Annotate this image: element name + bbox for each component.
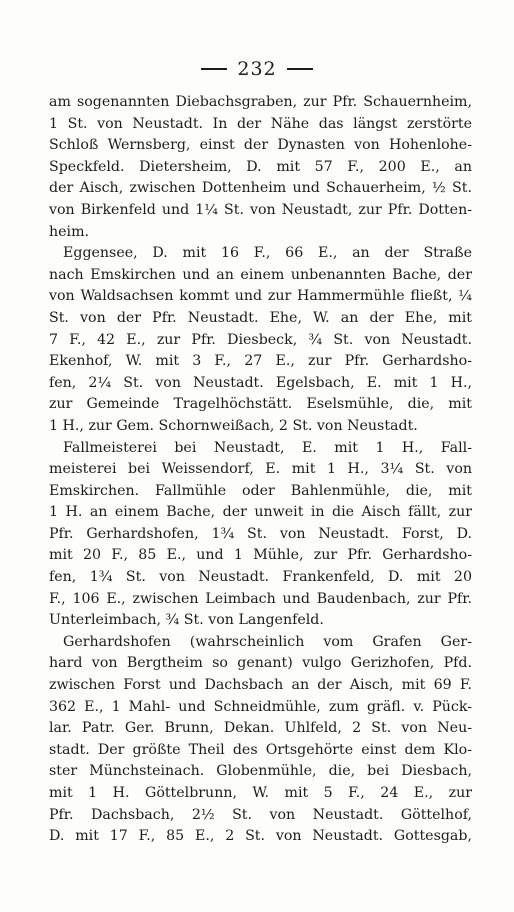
- text-line: ster Münchsteinach. Globenmühle, die, bei Diesbach,: [49, 763, 472, 780]
- text-line: stadt. Der größte Theil des Ortsgehörte einst dem Klo-: [49, 741, 472, 758]
- text-line: Speckfeld. Dietersheim, D. mit 57 F., 200 E., an: [49, 158, 472, 175]
- page-header: [0, 58, 514, 80]
- body-text: [49, 92, 472, 848]
- text-line: der Aisch, zwischen Dottenheim und Schauerheim, ½ St.: [49, 180, 472, 197]
- page-number: 232: [237, 58, 277, 80]
- text-line: zur Gemeinde Tragelhöchstätt. Eselsmühle, die, mit: [49, 396, 472, 413]
- text-line: Fallmeisterei bei Neustadt, E. mit 1 H., Fall-: [63, 439, 472, 456]
- text-line: F., 106 E., zwischen Leimbach und Baudenbach, zur Pfr.: [49, 590, 472, 607]
- text-line: Gerhardshofen (wahrscheinlich vom Grafen Ger-: [63, 633, 472, 650]
- text-line: fen, 2¼ St. von Neustadt. Egelsbach, E. mit 1 H.,: [49, 374, 472, 391]
- text-line: Emskirchen. Fallmühle oder Bahlenmühle, die, mit: [49, 482, 472, 499]
- text-line: Pfr. Dachsbach, 2½ St. von Neustadt. Göttelhof,: [49, 806, 472, 823]
- text-line: mit 20 F., 85 E., und 1 Mühle, zur Pfr. Gerhardsho-: [49, 547, 472, 564]
- text-line: am sogenannten Diebachsgraben, zur Pfr. Schauernheim,: [49, 94, 472, 110]
- text-line: 7 F., 42 E., zur Pfr. Diesbeck, ¾ St. von Neustadt.: [49, 331, 472, 348]
- text-line: heim.: [49, 223, 90, 240]
- text-line: meisterei bei Weissendorf, E. mit 1 H., 3¼ St. von: [49, 461, 472, 478]
- text-line: zwischen Forst und Dachsbach an der Aisch, mit 69 F.: [49, 677, 472, 694]
- text-line: lar. Patr. Ger. Brunn, Dekan. Uhlfeld, 2 St. von Neu-: [49, 720, 472, 737]
- text-line: mit 1 H. Göttelbrunn, W. mit 5 F., 24 E., zur: [49, 785, 472, 801]
- text-line: von Birkenfeld und 1¼ St. von Neustadt, zur Pfr. Dotten-: [49, 201, 472, 218]
- header-right-rule: [287, 68, 313, 70]
- text-line: Eggensee, D. mit 16 F., 66 E., an der Straße: [63, 245, 472, 262]
- text-line: 1 H. an einem Bache, der unweit in die Aisch fällt, zur: [49, 504, 472, 521]
- text-line: D. mit 17 F., 85 E., 2 St. von Neustadt. Gottesgab,: [49, 828, 472, 845]
- text-line: Pfr. Gerhardshofen, 1¾ St. von Neustadt. Forst, D.: [49, 525, 472, 542]
- text-line: Ekenhof, W. mit 3 F., 27 E., zur Pfr. Gerhardsho-: [49, 353, 472, 370]
- text-line: nach Emskirchen und an einem unbenannten Bache, der: [49, 266, 472, 283]
- text-line: Schloß Wernsberg, einst der Dynasten von Hohenlohe-: [49, 137, 472, 154]
- text-line: fen, 1¾ St. von Neustadt. Frankenfeld, D. mit 20: [49, 569, 472, 586]
- text-line: von Waldsachsen kommt und zur Hammermühle fließt, ¼: [49, 288, 472, 305]
- text-line: 1 H., zur Gem. Schornweißach, 2 St. von Neustadt.: [49, 417, 418, 434]
- text-line: St. von der Pfr. Neustadt. Ehe, W. an der Ehe, mit: [49, 309, 472, 326]
- text-line: Unterleimbach, ¾ St. von Langenfeld.: [49, 612, 324, 629]
- text-line: 1 St. von Neustadt. In der Nähe das längst zerstörte: [49, 115, 472, 132]
- text-line: hard von Bergtheim so genant) vulgo Gerizhofen, Pfd.: [49, 655, 472, 672]
- text-line: 362 E., 1 Mahl- und Schneidmühle, zum gräfl. v. Pück-: [49, 698, 472, 715]
- header-left-rule: [201, 68, 227, 70]
